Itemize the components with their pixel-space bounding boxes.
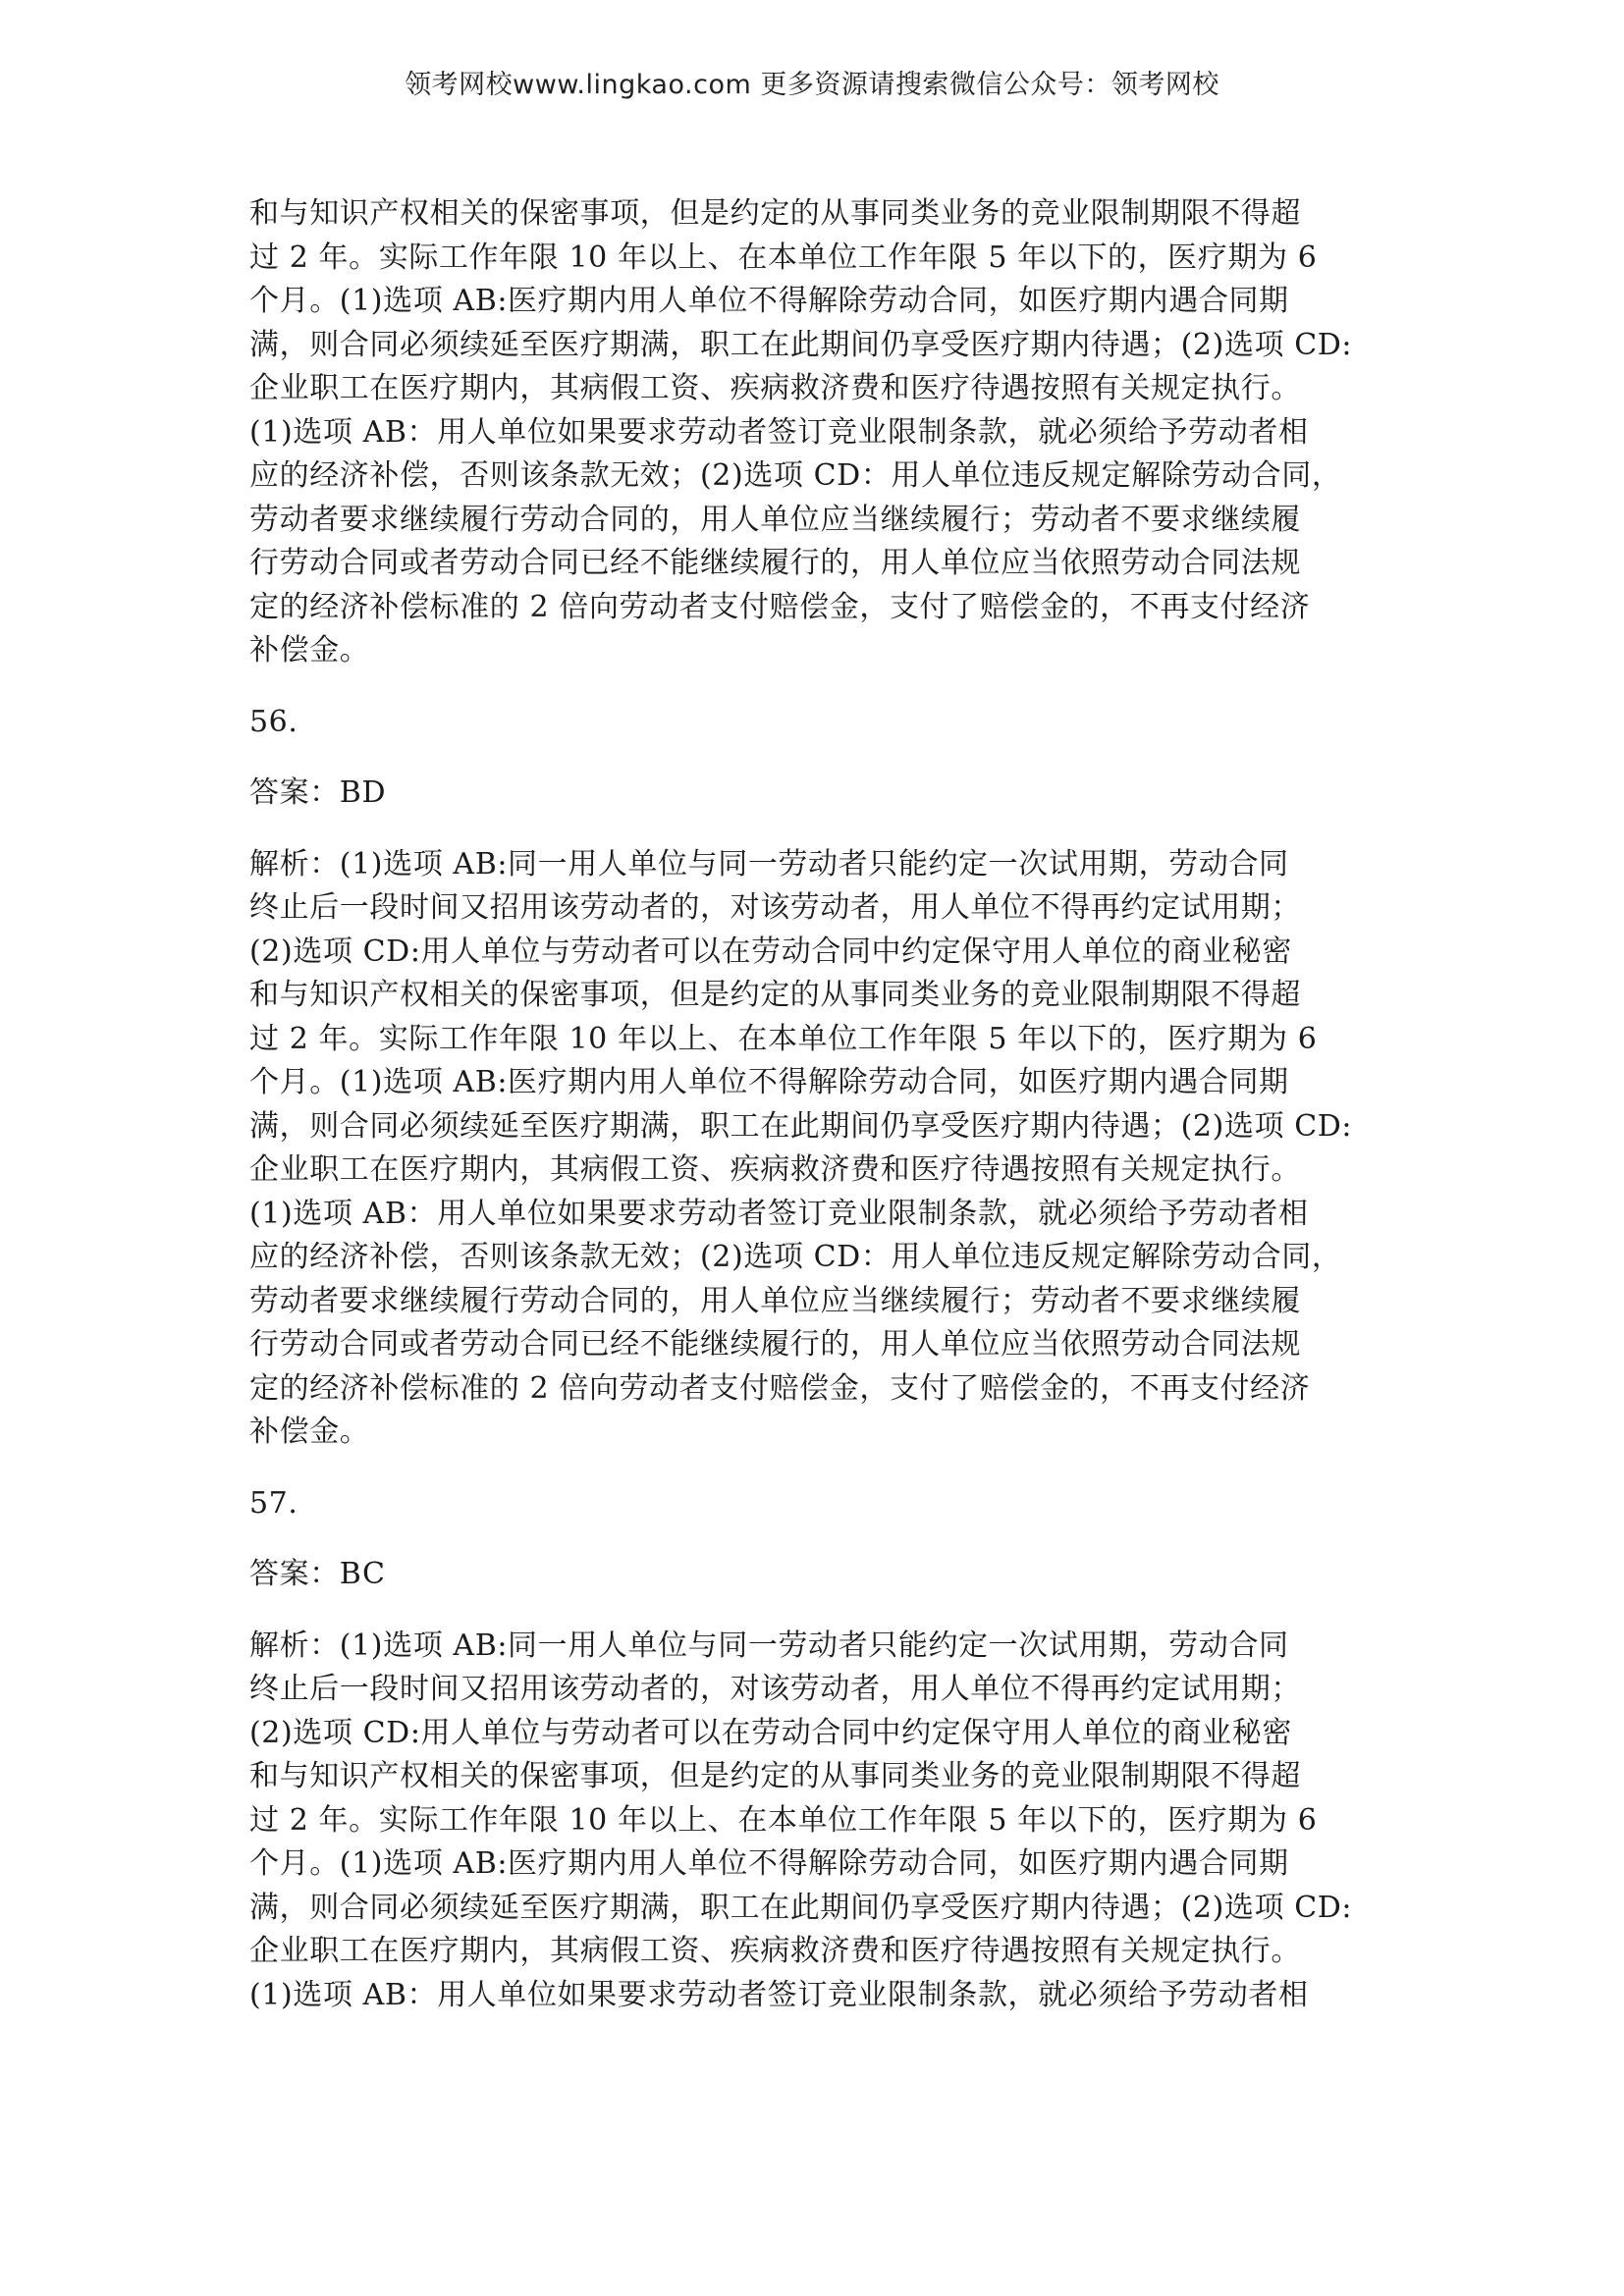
text-line: 过 2 年。实际工作年限 10 年以上、在本单位工作年限 5 年以下的，医疗期为 6 xyxy=(249,1802,1318,1838)
text-line: 补偿金。 xyxy=(249,1415,370,1449)
analysis-paragraph xyxy=(249,1625,1396,2018)
question-number: 56. xyxy=(249,704,298,739)
text-line: 定的经济补偿标准的 2 倍向劳动者支付赔偿金，支付了赔偿金的，不再支付经济 xyxy=(249,1370,1311,1406)
text-line: (2)选项 CD:用人单位与劳动者可以在劳动合同中约定保守用人单位的商业秘密 xyxy=(249,934,1292,969)
text-line: 行劳动合同或者劳动合同已经不能继续履行的，用人单位应当依照劳动合同法规 xyxy=(249,546,1301,580)
text-line: 应的经济补偿，否则该条款无效；(2)选项 CD：用人单位违反规定解除劳动合同， xyxy=(249,1240,1342,1274)
text-line: 满，则合同必须续延至医疗期满，职工在此期间仍享受医疗期内待遇；(2)选项 CD: xyxy=(249,1108,1353,1144)
text-line: 解析：(1)选项 AB:同一用人单位与同一劳动者只能约定一次试用期，劳动合同 xyxy=(249,1628,1289,1663)
text-line: (1)选项 AB：用人单位如果要求劳动者签订竞业限制条款，就必须给予劳动者相 xyxy=(249,1196,1309,1231)
text-line: 企业职工在医疗期内，其病假工资、疾病救济费和医疗待遇按照有关规定执行。 xyxy=(249,371,1301,405)
text-line: 个月。(1)选项 AB:医疗期内用人单位不得解除劳动合同，如医疗期内遇合同期 xyxy=(249,284,1289,318)
text-line: (2)选项 CD:用人单位与劳动者可以在劳动合同中约定保守用人单位的商业秘密 xyxy=(249,1715,1292,1750)
text-line: 企业职工在医疗期内，其病假工资、疾病救济费和医疗待遇按照有关规定执行。 xyxy=(249,1934,1301,1968)
text-line: 满，则合同必须续延至医疗期满，职工在此期间仍享受医疗期内待遇；(2)选项 CD: xyxy=(249,327,1353,362)
text-line: 终止后一段时间又招用该劳动者的，对该劳动者，用人单位不得再约定试用期； xyxy=(249,890,1301,925)
text-line: 劳动者要求继续履行劳动合同的，用人单位应当继续履行；劳动者不要求继续履 xyxy=(249,1283,1301,1318)
continuation-paragraph xyxy=(249,192,1396,673)
document-body xyxy=(249,192,1396,2017)
text-line: 应的经济补偿，否则该条款无效；(2)选项 CD：用人单位违反规定解除劳动合同， xyxy=(249,458,1342,493)
text-line: (1)选项 AB：用人单位如果要求劳动者签订竞业限制条款，就必须给予劳动者相 xyxy=(249,1977,1309,2012)
text-line: 定的经济补偿标准的 2 倍向劳动者支付赔偿金，支付了赔偿金的，不再支付经济 xyxy=(249,589,1311,624)
page-header: 领考网校www.lingkao.com 更多资源请搜索微信公众号：领考网校 xyxy=(405,70,1219,100)
text-line: 企业职工在医疗期内，其病假工资、疾病救济费和医疗待遇按照有关规定执行。 xyxy=(249,1152,1301,1187)
text-line: 行劳动合同或者劳动合同已经不能继续履行的，用人单位应当依照劳动合同法规 xyxy=(249,1327,1301,1362)
text-line: 补偿金。 xyxy=(249,633,370,667)
text-line: 个月。(1)选项 AB:医疗期内用人单位不得解除劳动合同，如医疗期内遇合同期 xyxy=(249,1846,1289,1881)
text-line: 劳动者要求继续履行劳动合同的，用人单位应当继续履行；劳动者不要求继续履 xyxy=(249,502,1301,537)
text-line: 过 2 年。实际工作年限 10 年以上、在本单位工作年限 5 年以下的，医疗期为 6 xyxy=(249,1021,1318,1056)
text-line: 过 2 年。实际工作年限 10 年以上、在本单位工作年限 5 年以下的，医疗期为 6 xyxy=(249,240,1318,275)
analysis-paragraph xyxy=(249,843,1396,1455)
text-line: 和与知识产权相关的保密事项，但是约定的从事同类业务的竞业限制期限不得超 xyxy=(249,1759,1301,1793)
answer-text: 答案：BD xyxy=(249,775,387,810)
text-line: 和与知识产权相关的保密事项，但是约定的从事同类业务的竞业限制期限不得超 xyxy=(249,196,1301,231)
text-line: 和与知识产权相关的保密事项，但是约定的从事同类业务的竞业限制期限不得超 xyxy=(249,978,1301,1012)
answer-text: 答案：BC xyxy=(249,1557,386,1591)
text-line: 终止后一段时间又招用该劳动者的，对该劳动者，用人单位不得再约定试用期； xyxy=(249,1672,1301,1706)
text-line: 解析：(1)选项 AB:同一用人单位与同一劳动者只能约定一次试用期，劳动合同 xyxy=(249,846,1289,881)
text-line: 个月。(1)选项 AB:医疗期内用人单位不得解除劳动合同，如医疗期内遇合同期 xyxy=(249,1065,1289,1099)
text-line: (1)选项 AB：用人单位如果要求劳动者签订竞业限制条款，就必须给予劳动者相 xyxy=(249,414,1309,450)
question-number: 57. xyxy=(249,1485,298,1521)
text-line: 满，则合同必须续延至医疗期满，职工在此期间仍享受医疗期内待遇；(2)选项 CD: xyxy=(249,1890,1353,1925)
